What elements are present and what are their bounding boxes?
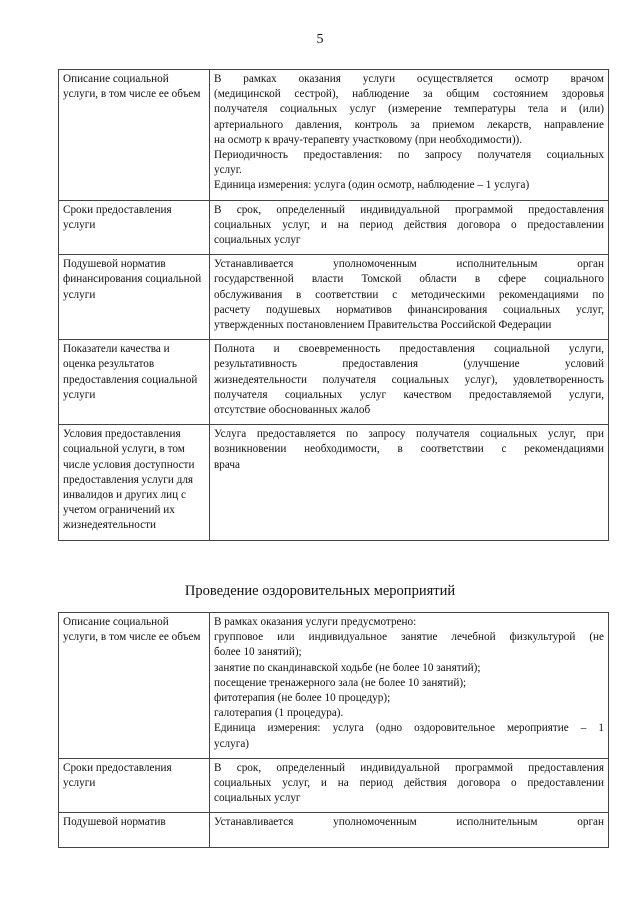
row-label: Описание социальной услуги, в том числе ее объем [59,70,210,201]
value-line: утвержденных постановлением Правительства Российской Федерации [214,319,552,332]
value-line: Полнота и своевременность предоставления социальной услуги, [214,343,604,356]
value-line: занятие по скандинавской ходьбе (не более 10 занятий); [214,661,481,674]
value-line: (медицинской сестрой), наблюдение за общим состоянием здоровья [214,88,604,101]
value-line: социальных услуг [214,234,301,247]
row-value [210,70,609,201]
value-line: услуг. [214,164,242,177]
value-line: врача [214,458,240,471]
value-line: посещение тренажерного зала (не более 10 занятий); [214,676,467,689]
row-value [210,200,609,255]
value-line: отсутствие обоснованных жалоб [214,404,371,417]
value-line: расчету подушевых нормативов финансирования социальных услуг, [214,303,604,316]
row-label: Сроки предоставления услуги [59,758,210,813]
service-table-medical [58,69,609,541]
value-line: Устанавливается уполномоченным исполнительным орган [214,816,604,829]
value-line: услуга) [214,737,250,750]
value-line: обслуживания в соответствии с методическими рекомендациями по [214,288,604,301]
table-row [59,340,609,425]
value-line: жизнедеятельности получателя социальных услуг), удовлетворенность [214,373,604,386]
row-value [210,340,609,425]
value-line: Устанавливается уполномоченным исполнительным орган [214,258,604,271]
table-row [59,813,609,847]
value-line: групповое или индивидуальное занятие лечебной физкультурой (не [214,631,604,644]
value-line: В рамках оказания услуги предусмотрено: [214,616,417,628]
row-label: Подушевой норматив финансирования социальной услуги [59,255,210,340]
row-label: Сроки предоставления услуги [59,200,210,255]
value-line: Единица измерения: услуга (одно оздоровительное мероприятие – 1 [214,722,604,735]
value-line: галотерапия (1 процедура). [214,707,344,720]
value-line: артериального давления, контроль за приемом лекарств, направление [214,118,604,131]
row-label: Показатели качества и оценка результатов предоставления социальной услуги [59,340,210,425]
value-line: социальных услуг [214,792,301,805]
value-line: Услуга предоставляется по запросу получателя социальных услуг, при [214,428,604,441]
table-row [59,70,609,201]
table-row [59,255,609,340]
value-line: получателя социальных услуг качеством предоставляемой услуги, [214,388,604,401]
value-line: фитотерапия (не более 10 процедур); [214,692,391,705]
page-number: 5 [316,32,324,47]
row-value [210,758,609,813]
value-line: возникновении необходимости, в соответствии с рекомендациями [214,443,604,456]
row-label: Описание социальной услуги, в том числе ее объем [59,613,210,759]
value-line: Периодичность предоставления: по запросу получателя социальных [214,149,604,162]
row-value [210,255,609,340]
value-line: получателя социальных услуг (измерение температуры тела и (или) [214,103,604,116]
row-value [210,425,609,540]
value-line: В рамках оказания услуги осуществляется осмотр врачом [214,73,604,85]
row-value [210,613,609,759]
row-label: Подушевой норматив [59,813,210,847]
table-row [59,425,609,540]
value-line: Единица измерения: услуга (один осмотр, наблюдение – 1 услуга) [214,179,530,192]
value-line: В срок, определенный индивидуальной программой предоставления [214,203,604,216]
value-line: на осмотр к врачу-терапевту участковому (при необходимости)). [214,133,523,146]
row-value [210,813,609,847]
service-table-wellness [58,612,609,848]
value-line: В срок, определенный индивидуальной программой предоставления [214,761,604,774]
table-row [59,758,609,813]
value-line: социальных услуг, и на период действия договора о предоставлении [214,777,604,790]
table-row [59,613,609,759]
table-row [59,200,609,255]
value-line: результативность предоставления (улучшение условий [214,358,604,371]
value-line: государственной власти Томской области в сфере социального [214,273,604,286]
section-title: Проведение оздоровительных мероприятий [184,583,456,599]
row-label: Условия предоставления социальной услуги, в том числе условия доступности предоставления услуги для инвалидов и других лиц с учетом ограничений их жизнедеятельности [59,425,210,540]
value-line: более 10 занятий); [214,646,302,659]
value-line: социальных услуг, и на период действия договора о предоставлении [214,218,604,231]
